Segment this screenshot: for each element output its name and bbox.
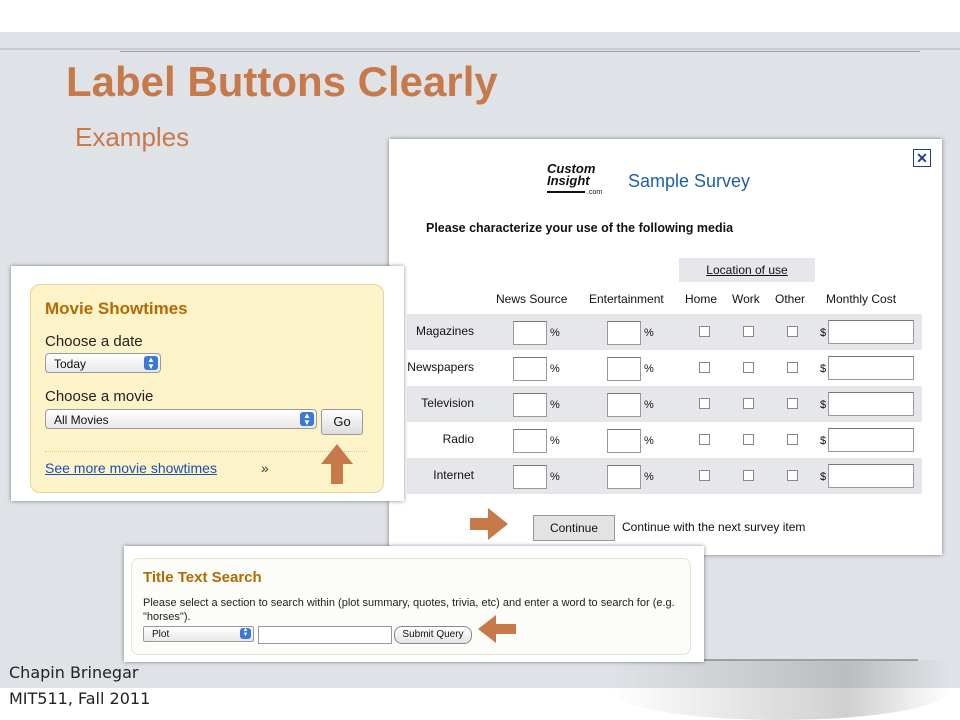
movie-select-value: All Movies (54, 413, 109, 427)
news-source-input[interactable] (513, 393, 547, 417)
home-checkbox[interactable] (699, 362, 710, 373)
dollar-sign: $ (820, 399, 827, 411)
survey-row-label: Television (421, 396, 474, 410)
work-checkbox[interactable] (743, 362, 754, 373)
arrow-up-icon (319, 442, 355, 486)
home-checkbox[interactable] (699, 470, 710, 481)
news-source-input[interactable] (513, 429, 547, 453)
search-description: Please select a section to search within (plot summary, quotes, trivia, etc) and enter a word to search for (e.g. "horses"). (143, 597, 675, 623)
work-checkbox[interactable] (743, 326, 754, 337)
more-showtimes-link[interactable]: See more movie showtimes (45, 460, 217, 476)
logo-underline (547, 191, 585, 193)
entertainment-input[interactable] (607, 429, 641, 453)
percent-sign: % (550, 471, 560, 483)
submit-query-button[interactable]: Submit Query (394, 626, 472, 644)
percent-sign: % (644, 435, 654, 447)
top-divider-line (120, 51, 920, 52)
work-checkbox[interactable] (743, 398, 754, 409)
bottom-divider (700, 659, 918, 661)
movie-showtimes-title: Movie Showtimes (45, 299, 188, 318)
monthly-cost-input[interactable] (828, 464, 914, 488)
percent-sign: % (550, 363, 560, 375)
arrow-left-icon (476, 613, 518, 645)
choose-date-label: Choose a date (45, 333, 143, 350)
logo-line2: Insight (547, 173, 590, 188)
monthly-cost-input[interactable] (828, 392, 914, 416)
more-showtimes-chevron: » (261, 460, 269, 476)
col-news-source: News Source (496, 292, 568, 306)
survey-row-label: Internet (433, 468, 474, 482)
col-other: Other (775, 292, 806, 306)
col-home: Home (685, 292, 718, 306)
dollar-sign: $ (820, 471, 827, 483)
survey-row (407, 350, 922, 386)
dollar-sign: $ (820, 363, 827, 375)
survey-row-label: Radio (442, 432, 474, 446)
continue-button[interactable]: Continue (533, 515, 615, 541)
slide-footer (9, 660, 150, 712)
entertainment-input[interactable] (607, 321, 641, 345)
home-checkbox[interactable] (699, 434, 710, 445)
col-entertainment: Entertainment (589, 292, 664, 306)
other-checkbox[interactable] (787, 434, 798, 445)
search-title: Title Text Search (143, 569, 262, 586)
other-checkbox[interactable] (787, 470, 798, 481)
custom-insight-logo (547, 163, 613, 197)
select-arrows-icon: ▲ ▼ (144, 356, 158, 370)
footer-author: Chapin Brinegar (9, 663, 139, 682)
close-icon[interactable]: ✕ (913, 149, 931, 167)
arrow-right-icon (468, 506, 510, 542)
survey-row (407, 386, 922, 422)
date-select[interactable] (45, 353, 161, 373)
footer-course: MIT511, Fall 2011 (9, 689, 151, 708)
other-checkbox[interactable] (787, 362, 798, 373)
location-of-use-header[interactable]: Location of use (679, 258, 815, 282)
search-input[interactable] (258, 626, 392, 644)
entertainment-input[interactable] (607, 465, 641, 489)
title-text-search-panel (124, 546, 704, 662)
news-source-input[interactable] (513, 357, 547, 381)
monthly-cost-input[interactable] (828, 320, 914, 344)
col-monthly-cost: Monthly Cost (826, 292, 897, 306)
percent-sign: % (550, 399, 560, 411)
percent-sign: % (550, 327, 560, 339)
top-divider (0, 48, 960, 50)
section-select[interactable] (143, 626, 254, 642)
dollar-sign: $ (820, 327, 827, 339)
other-checkbox[interactable] (787, 326, 798, 337)
other-checkbox[interactable] (787, 398, 798, 409)
date-select-value: Today (54, 357, 87, 371)
percent-sign: % (644, 327, 654, 339)
survey-row (407, 422, 922, 458)
survey-title: Sample Survey (628, 171, 751, 191)
choose-movie-label: Choose a movie (45, 388, 154, 405)
news-source-input[interactable] (513, 465, 547, 489)
monthly-cost-input[interactable] (828, 428, 914, 452)
survey-question: Please characterize your use of the following media (426, 221, 734, 235)
percent-sign: % (644, 363, 654, 375)
percent-sign: % (550, 435, 560, 447)
home-checkbox[interactable] (699, 398, 710, 409)
monthly-cost-input[interactable] (828, 356, 914, 380)
continue-hint: Continue with the next survey item (622, 520, 806, 534)
percent-sign: % (644, 471, 654, 483)
news-source-input[interactable] (513, 321, 547, 345)
slide-title: Label Buttons Clearly (66, 58, 498, 105)
slide-subtitle: Examples (75, 122, 190, 152)
go-button[interactable]: Go (321, 409, 363, 435)
dollar-sign: $ (820, 435, 827, 447)
slide-shadow (610, 660, 950, 720)
col-work: Work (732, 292, 760, 306)
work-checkbox[interactable] (743, 434, 754, 445)
percent-sign: % (644, 399, 654, 411)
sample-survey-panel (389, 139, 942, 555)
survey-row-label: Newspapers (407, 360, 474, 374)
movie-select[interactable] (45, 409, 317, 429)
home-checkbox[interactable] (699, 326, 710, 337)
entertainment-input[interactable] (607, 357, 641, 381)
logo-line3: .com (587, 189, 603, 196)
title-text-search-box (131, 558, 691, 655)
select-arrows-icon: ▲ ▼ (300, 412, 314, 426)
survey-row (407, 314, 922, 350)
select-arrows-icon: ▲ ▼ (240, 628, 251, 639)
work-checkbox[interactable] (743, 470, 754, 481)
section-select-value: Plot (152, 629, 170, 640)
entertainment-input[interactable] (607, 393, 641, 417)
survey-row-label: Magazines (415, 324, 474, 338)
logo-line1: Custom (547, 161, 596, 176)
survey-row (407, 458, 922, 494)
